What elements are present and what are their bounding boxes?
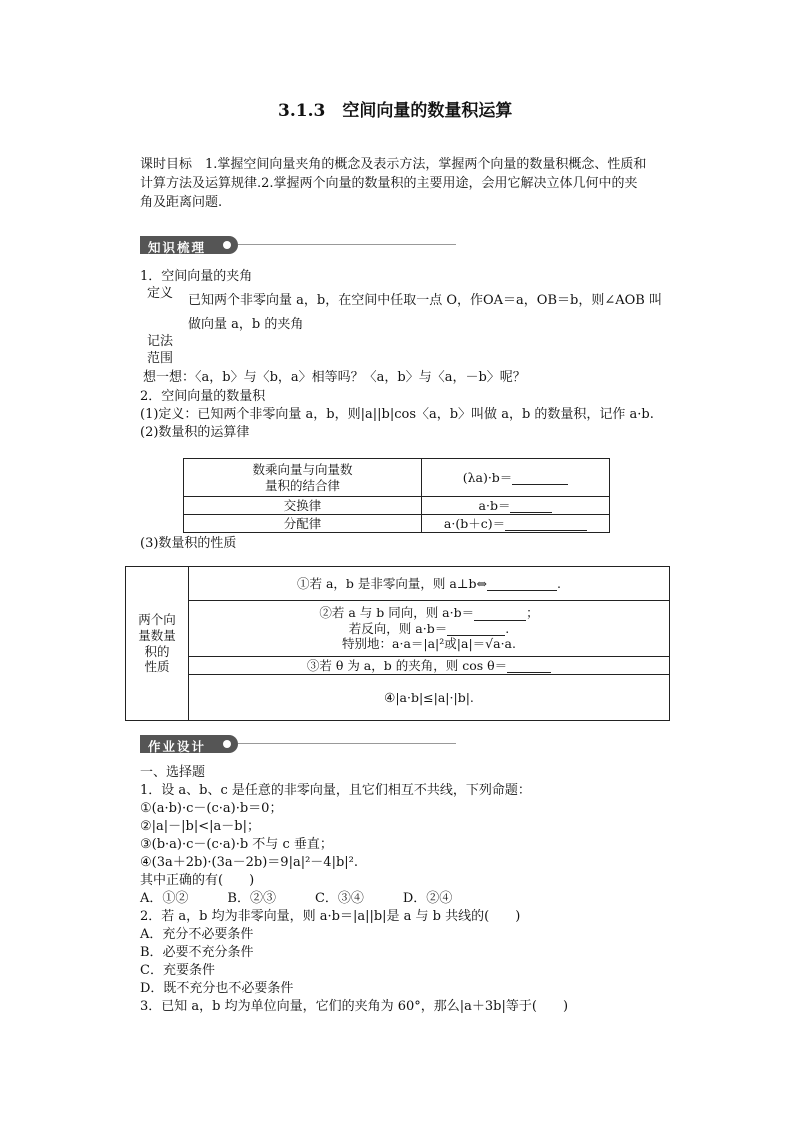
- rule-formula-2: a·b＝: [478, 497, 511, 513]
- dot-rules-heading: (2)数量积的运算律: [140, 425, 250, 440]
- section-label-homework: 作业设计: [148, 739, 207, 754]
- question-1-statement-2: ②|a|－|b|<|a－b|；: [140, 819, 260, 834]
- rule-blank-2[interactable]: [510, 500, 552, 513]
- question-1: 1．设 a、b、c 是任意的非零向量，且它们相互不共线，下列命题：: [140, 783, 531, 798]
- rule-name-3: 分配律: [184, 515, 422, 533]
- section-dot-icon: [223, 740, 231, 748]
- prop-3-blank[interactable]: [507, 660, 551, 673]
- properties-table: 两个向 量数量 积的 性质 ①若 a，b 是非零向量，则 a⊥b⇔ . ②若 a 与 b 同向，则 a·b＝ ； 若反向，则 a·b＝ . 特别地：a·a＝|a|²或|a|＝√a·a. ③若 θ 为 a，b 的夹角，则 cos θ＝ ④|a·b|≤|a|·|b|.: [125, 566, 670, 721]
- question-1-statement-1: ①(a·b)·c－(c·a)·b＝0；: [140, 801, 283, 816]
- question-1-statement-3: ③(b·a)·c－(c·a)·b 不与 c 垂直；: [140, 837, 333, 852]
- question-2-option-d: D．既不充分也不必要条件: [140, 981, 294, 996]
- prop-2b-blank[interactable]: [447, 623, 505, 636]
- rule-formula-1: (λa)·b＝: [462, 469, 513, 485]
- section-header-knowledge: [140, 236, 460, 254]
- question-2: 2．若 a，b 均为非零向量，则 a·b＝|a||b|是 a 与 b 共线的( ): [140, 909, 521, 924]
- dot-heading: 2．空间向量的数量积: [140, 389, 266, 404]
- prop-2b: 若反向，则 a·b＝: [348, 620, 448, 636]
- rule-blank-3[interactable]: [505, 518, 587, 531]
- objectives-line-3: 角及距离问题.: [140, 195, 223, 210]
- question-1-options: A．①② B．②③ C．③④ D．②④: [140, 891, 453, 906]
- question-1-statement-4: ④(3a＋2b)·(3a－2b)＝9|a|²－4|b|².: [140, 855, 358, 870]
- rule-name-1a: 数乘向量与向量数: [252, 461, 353, 477]
- prop-2a: ②若 a 与 b 同向，则 a·b＝: [319, 605, 475, 621]
- rule-name-1b: 量积的结合律: [264, 477, 340, 493]
- question-2-option-a: A．充分不必要条件: [140, 927, 254, 942]
- angle-notation-label: 记法: [147, 334, 174, 349]
- question-2-option-b: B．必要不充分条件: [140, 945, 254, 960]
- dot-definition: (1)定义：已知两个非零向量 a，b，则|a||b|cos〈a，b〉叫做 a，b 的数量积，记作 a·b.: [140, 407, 654, 422]
- angle-def-label: 定义: [147, 286, 174, 301]
- question-1-ask: 其中正确的有( ): [140, 873, 255, 888]
- prop-3: ③若 θ 为 a，b 的夹角，则 cos θ＝: [306, 657, 508, 673]
- rules-table: [183, 458, 610, 533]
- angle-think: 想一想：〈a，b〉与〈b，a〉相等吗？〈a，b〉与〈a，－b〉呢？: [143, 370, 526, 385]
- angle-def-line-1: 已知两个非零向量 a，b，在空间中任取一点 O，作OA＝a，OB＝b，则∠AOB 叫: [188, 293, 662, 308]
- props-side-4: 性质: [144, 659, 170, 675]
- objectives-line-2: 计算方法及运算规律.2.掌握两个向量的数量积的主要用途，会用它解决立体几何中的夹: [140, 176, 638, 191]
- section-dot-icon: [223, 241, 231, 249]
- question-2-option-c: C．充要条件: [140, 963, 215, 978]
- rule-formula-3: a·(b＋c)＝: [443, 515, 506, 531]
- prop-1-blank[interactable]: [487, 578, 557, 591]
- question-3: 3．已知 a，b 均为单位向量，它们的夹角为 60°，那么|a＋3b|等于( ): [140, 999, 569, 1014]
- page-title: 3.1.3 空间向量的数量积运算: [278, 101, 513, 121]
- angle-heading: 1．空间向量的夹角: [140, 269, 253, 284]
- props-side-1: 两个向: [138, 612, 176, 628]
- prop-2a-blank[interactable]: [474, 608, 526, 621]
- rule-name-2: 交换律: [184, 497, 422, 515]
- props-heading: (3)数量积的性质: [140, 536, 237, 551]
- prop-1: ①若 a，b 是非零向量，则 a⊥b⇔: [296, 575, 488, 591]
- angle-def-line-2: 做向量 a，b 的夹角: [188, 317, 304, 332]
- prop-2c: 特别地：a·a＝|a|²或|a|＝√a·a.: [342, 636, 516, 652]
- prop-4: ④|a·b|≤|a|·|b|.: [189, 675, 670, 721]
- objectives-line-1: 课时目标 1.掌握空间向量夹角的概念及表示方法，掌握两个向量的数量积概念、性质和: [140, 157, 647, 172]
- section-header-homework: [140, 735, 460, 753]
- props-side-2: 量数量: [138, 627, 176, 643]
- rule-blank-1[interactable]: [512, 472, 568, 485]
- angle-range-label: 范围: [147, 351, 174, 366]
- section-label-knowledge: 知识梳理: [148, 240, 207, 255]
- props-side-3: 积的: [144, 643, 170, 659]
- exercise-type-heading: 一、选择题: [140, 765, 206, 780]
